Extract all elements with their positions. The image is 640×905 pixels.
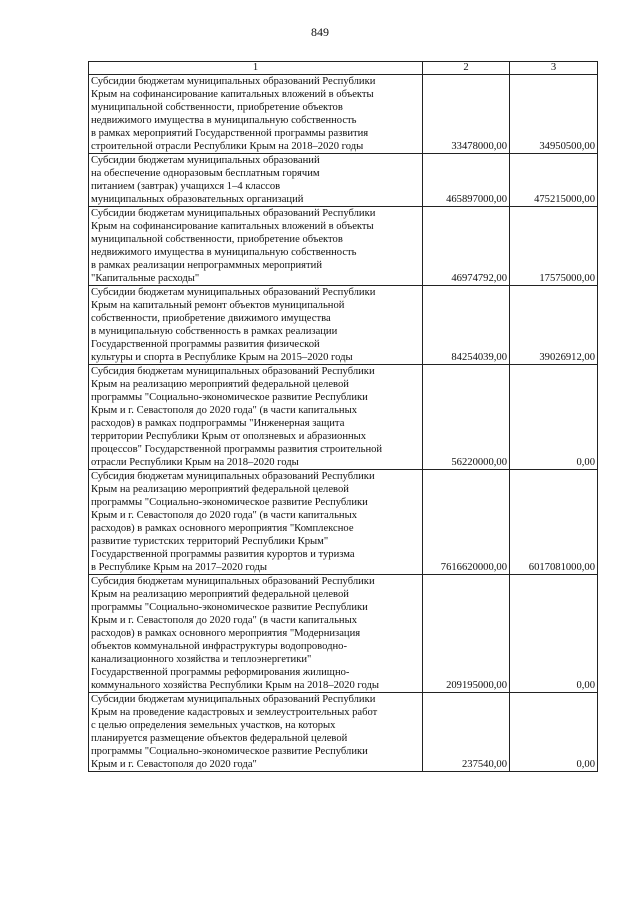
- row-amount-col3: 0,00: [510, 575, 598, 693]
- table-row: [89, 693, 598, 772]
- table-row: [89, 286, 598, 365]
- row-description: Субсидии бюджетам муниципальных образований на обеспечение одноразовым бесплатным горячим питанием (завтрак) учащихся 1–4 классов муниципальных образовательных организаций: [89, 154, 423, 207]
- table-row: [89, 207, 598, 286]
- row-amount-col2: 84254039,00: [423, 286, 510, 365]
- row-amount-col3: 0,00: [510, 365, 598, 470]
- row-amount-col3: 6017081000,00: [510, 470, 598, 575]
- column-header-3: 3: [510, 62, 598, 75]
- row-description: Субсидии бюджетам муниципальных образований Республики Крым на проведение кадастровых и землеустроительных работ с целью определения земельных участков, на которых планируется размещение объектов федеральной целевой программы "Социально-экономическое развитие Республики Крым и г. Севастополя до 2020 года": [89, 693, 423, 772]
- row-amount-col3: 17575000,00: [510, 207, 598, 286]
- row-description: Субсидия бюджетам муниципальных образований Республики Крым на реализацию мероприятий федеральной целевой программы "Социально-экономическое развитие Республики Крым и г. Севастополя до 2020 года" (в части капитальных расходов) в рамках подпрограммы "Инженерная защита территории Республики Крым от оползневых и абразионных процессов" Государственной программы развития строительной отрасли Республики Крым на 2018–2020 годы: [89, 365, 423, 470]
- column-header-2: 2: [423, 62, 510, 75]
- row-description: Субсидии бюджетам муниципальных образований Республики Крым на софинансирование капитальных вложений в объекты муниципальной собственности, приобретение объектов недвижимого имущества в муниципальную собственность в рамках мероприятий Государственной программы развития строительной отрасли Республики Крым на 2018–2020 годы: [89, 75, 423, 154]
- row-description: Субсидия бюджетам муниципальных образований Республики Крым на реализацию мероприятий федеральной целевой программы "Социально-экономическое развитие Республики Крым и г. Севастополя до 2020 года" (в части капитальных расходов) в рамках основного мероприятия "Комплексное развитие туристских территорий Республики Крым" Государственной программы развития курортов и туризма в Республике Крым на 2017–2020 годы: [89, 470, 423, 575]
- row-amount-col2: 465897000,00: [423, 154, 510, 207]
- table-row: [89, 575, 598, 693]
- row-description: Субсидии бюджетам муниципальных образований Республики Крым на капитальный ремонт объектов муниципальной собственности, приобретение движимого имущества в муниципальную собственность в рамках реализации Государственной программы развития физической культуры и спорта в Республике Крым на 2015–2020 годы: [89, 286, 423, 365]
- row-amount-col2: 46974792,00: [423, 207, 510, 286]
- row-amount-col3: 475215000,00: [510, 154, 598, 207]
- row-amount-col3: 34950500,00: [510, 75, 598, 154]
- row-amount-col2: 237540,00: [423, 693, 510, 772]
- budget-table: [88, 61, 598, 772]
- row-amount-col2: 7616620000,00: [423, 470, 510, 575]
- row-amount-col2: 56220000,00: [423, 365, 510, 470]
- table-row: [89, 154, 598, 207]
- row-amount-col3: 0,00: [510, 693, 598, 772]
- page-number: 849: [311, 25, 329, 39]
- table-row: [89, 75, 598, 154]
- table-header-row: [89, 62, 598, 75]
- row-amount-col2: 209195000,00: [423, 575, 510, 693]
- table-row: [89, 365, 598, 470]
- row-amount-col3: 39026912,00: [510, 286, 598, 365]
- row-description: Субсидии бюджетам муниципальных образований Республики Крым на софинансирование капитальных вложений в объекты муниципальной собственности, приобретение объектов недвижимого имущества в муниципальную собственность в рамках реализации непрограммных мероприятий "Капитальные расходы": [89, 207, 423, 286]
- table-row: [89, 470, 598, 575]
- row-description: Субсидия бюджетам муниципальных образований Республики Крым на реализацию мероприятий федеральной целевой программы "Социально-экономическое развитие Республики Крым и г. Севастополя до 2020 года" (в части капитальных расходов) в рамках основного мероприятия "Модернизация объектов коммунальной инфраструктуры водопроводно- канализационного хозяйства и теплоэнергетики" Государственной программы реформирования жилищно- коммунального хозяйства Республики Крым на 2018–2020 годы: [89, 575, 423, 693]
- row-amount-col2: 33478000,00: [423, 75, 510, 154]
- column-header-1: 1: [89, 62, 423, 75]
